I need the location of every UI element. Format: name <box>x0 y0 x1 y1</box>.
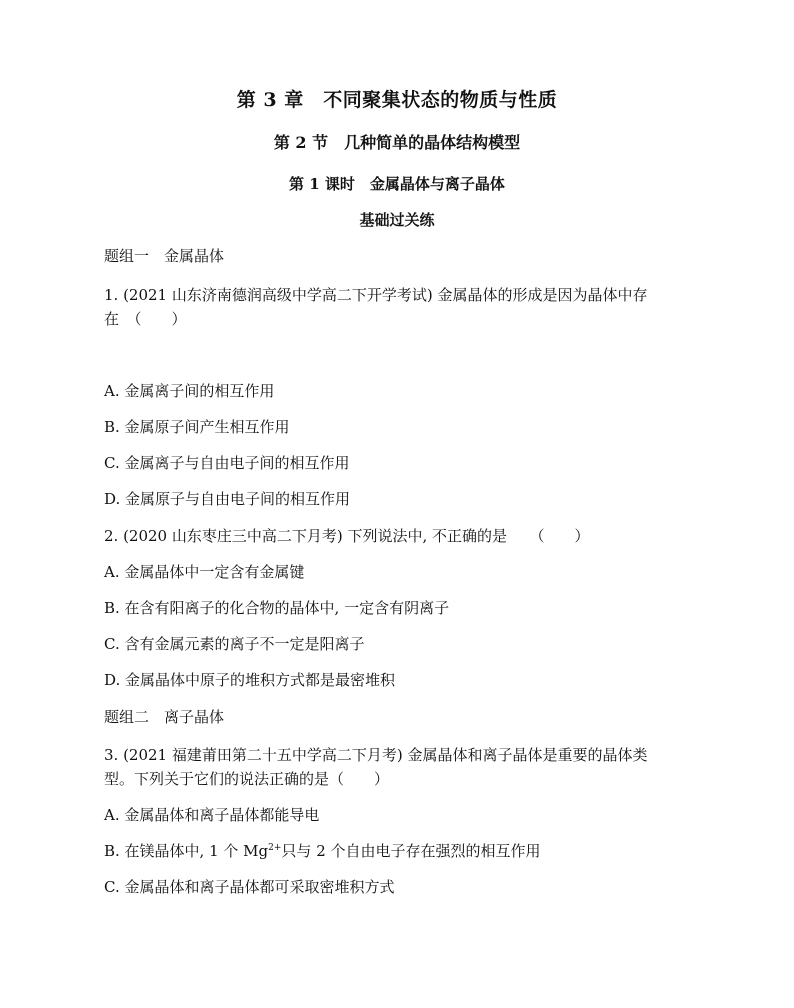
question-3-option-b-pre: B. 在镁晶体中, 1 个 Mg <box>104 842 269 860</box>
group-title-1: 题组一 金属晶体 <box>104 247 225 265</box>
ion-charge-superscript: 2+ <box>268 843 282 853</box>
question-2-option-b: B. 在含有阳离子的化合物的晶体中, 一定含有阴离子 <box>104 599 450 617</box>
question-2-option-c: C. 含有金属元素的离子不一定是阳离子 <box>104 635 365 653</box>
chapter-title: 第 3 章 不同聚集状态的物质与性质 <box>236 89 558 111</box>
question-3-option-a: A. 金属晶体和离子晶体都能导电 <box>104 806 320 824</box>
question-1-option-a: A. 金属离子间的相互作用 <box>104 382 275 400</box>
question-3-option-b-post: 只与 2 个自由电子存在强烈的相互作用 <box>281 842 541 860</box>
question-2-option-d: D. 金属晶体中原子的堆积方式都是最密堆积 <box>104 671 396 689</box>
question-2-stem: 2. (2020 山东枣庄三中高二下月考) 下列说法中, 不正确的是 （ ） <box>104 527 590 545</box>
question-1-stem-cont: 在 （ ） <box>104 310 187 328</box>
section-title: 第 2 节 几种简单的晶体结构模型 <box>273 133 521 152</box>
question-1-option-c: C. 金属离子与自由电子间的相互作用 <box>104 454 350 472</box>
question-3-stem-cont: 型。下列关于它们的说法正确的是（ ） <box>104 770 390 788</box>
question-2-option-a: A. 金属晶体中一定含有金属键 <box>104 563 305 581</box>
question-1-option-d: D. 金属原子与自由电子间的相互作用 <box>104 490 351 508</box>
question-1-option-b: B. 金属原子间产生相互作用 <box>104 418 290 436</box>
question-3-option-c: C. 金属晶体和离子晶体都可采取密堆积方式 <box>104 878 395 896</box>
question-3-stem: 3. (2021 福建莆田第二十五中学高二下月考) 金属晶体和离子晶体是重要的晶体类 <box>104 746 648 764</box>
question-1-stem: 1. (2021 山东济南德润高级中学高二下开学考试) 金属晶体的形成是因为晶体中存 <box>104 286 648 304</box>
practice-title: 基础过关练 <box>359 211 435 229</box>
group-title-2: 题组二 离子晶体 <box>104 708 225 726</box>
question-3-option-b <box>104 841 541 861</box>
lesson-title: 第 1 课时 金属晶体与离子晶体 <box>289 175 505 193</box>
